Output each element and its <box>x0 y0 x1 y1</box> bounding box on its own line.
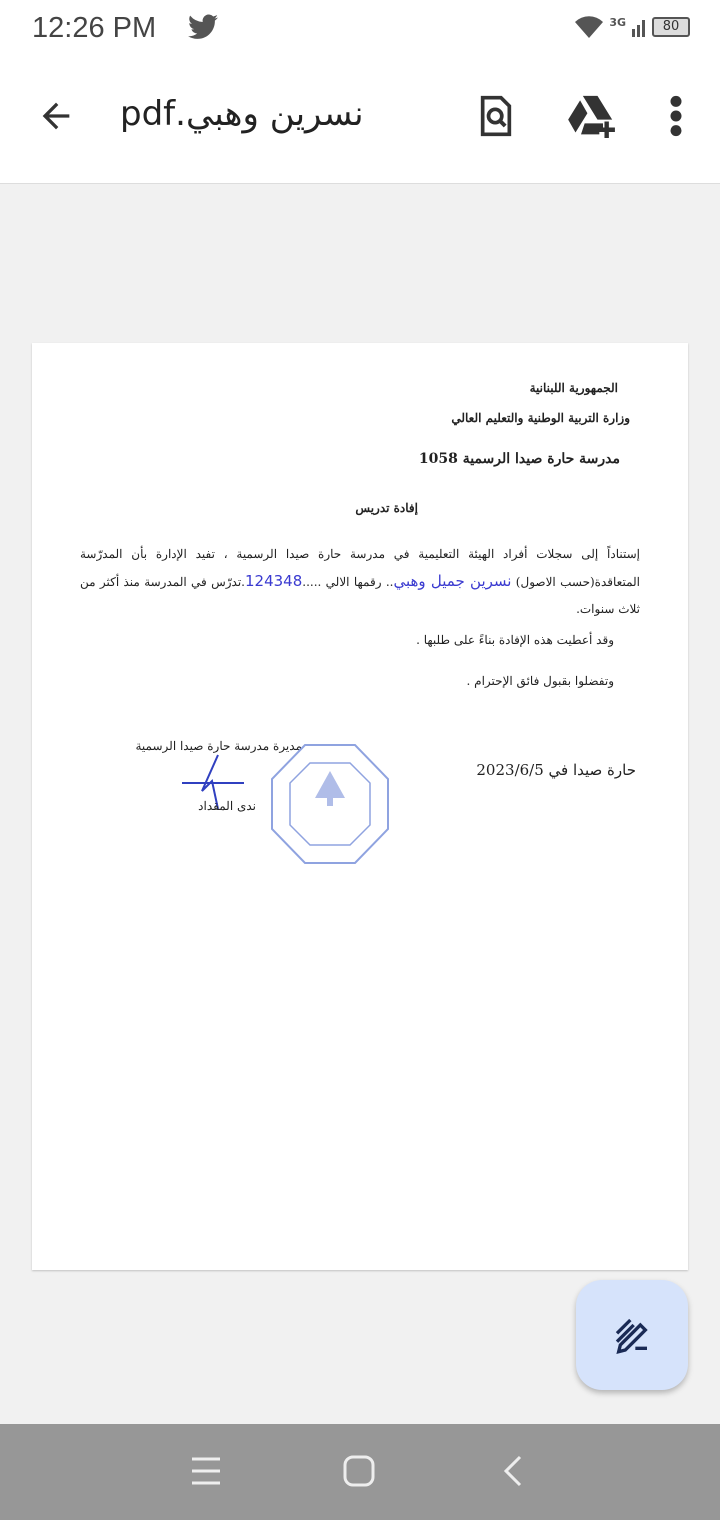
signal-icon <box>632 17 646 37</box>
network-type: 3G <box>609 15 626 29</box>
back-icon[interactable] <box>500 1454 524 1488</box>
battery-indicator: 80 <box>652 17 690 37</box>
document-title: نسرين وهبي.pdf <box>120 94 364 134</box>
navigation-bar <box>0 1424 720 1520</box>
header-republic: الجمهورية اللبنانية <box>529 381 618 395</box>
body-text: .. رقمها الالي ..... <box>302 575 394 589</box>
certificate-body <box>80 541 640 695</box>
drive-add-icon[interactable] <box>568 94 616 138</box>
twitter-icon <box>188 14 218 40</box>
date-line: حارة صيدا في 2023/6/5 <box>476 761 636 779</box>
clock: 12:26 PM <box>32 12 157 44</box>
arrow-back-icon[interactable] <box>36 96 76 136</box>
signer-name: ندى المقداد <box>198 799 256 813</box>
home-icon[interactable] <box>342 1454 376 1488</box>
body-text: إستناداً إلى سجلات أفراد الهيئة التعليمية في مدرسة حارة صيدا الرسمية ، تفيد الإدارة بأن المدرّسة المتعاقدة(حسب الاصول) <box>80 547 640 589</box>
search-document-icon[interactable] <box>476 94 516 138</box>
body-text: .تدرّس في المدرسة منذ أكثر من ثلاث سنوات. <box>80 575 640 616</box>
closing-line-1: وقد أعطيت هذه الإفادة بناءً على طلبها . <box>416 633 614 647</box>
document-heading: إفادة تدريس <box>355 501 418 515</box>
app-bar <box>0 56 720 184</box>
wifi-icon <box>575 16 603 38</box>
edit-fab[interactable] <box>576 1280 688 1390</box>
school-stamp <box>270 743 390 865</box>
signer-title: مديرة مدرسة حارة صيدا الرسمية <box>135 739 302 753</box>
handwritten-name: نسرين جميل وهبي <box>393 572 512 590</box>
edit-pen-icon <box>612 1315 652 1355</box>
header-ministry: وزارة التربية الوطنية والتعليم العالي <box>451 411 630 425</box>
header-school: مدرسة حارة صيدا الرسمية 1058 <box>418 451 620 467</box>
pdf-page[interactable] <box>32 343 688 1270</box>
recents-icon[interactable] <box>190 1454 222 1488</box>
more-vert-icon[interactable] <box>668 94 684 138</box>
closing-line-2: وتفضلوا بقبول فائق الإحترام . <box>466 674 614 688</box>
status-bar <box>0 0 720 56</box>
handwritten-number: 124348 <box>245 572 303 590</box>
